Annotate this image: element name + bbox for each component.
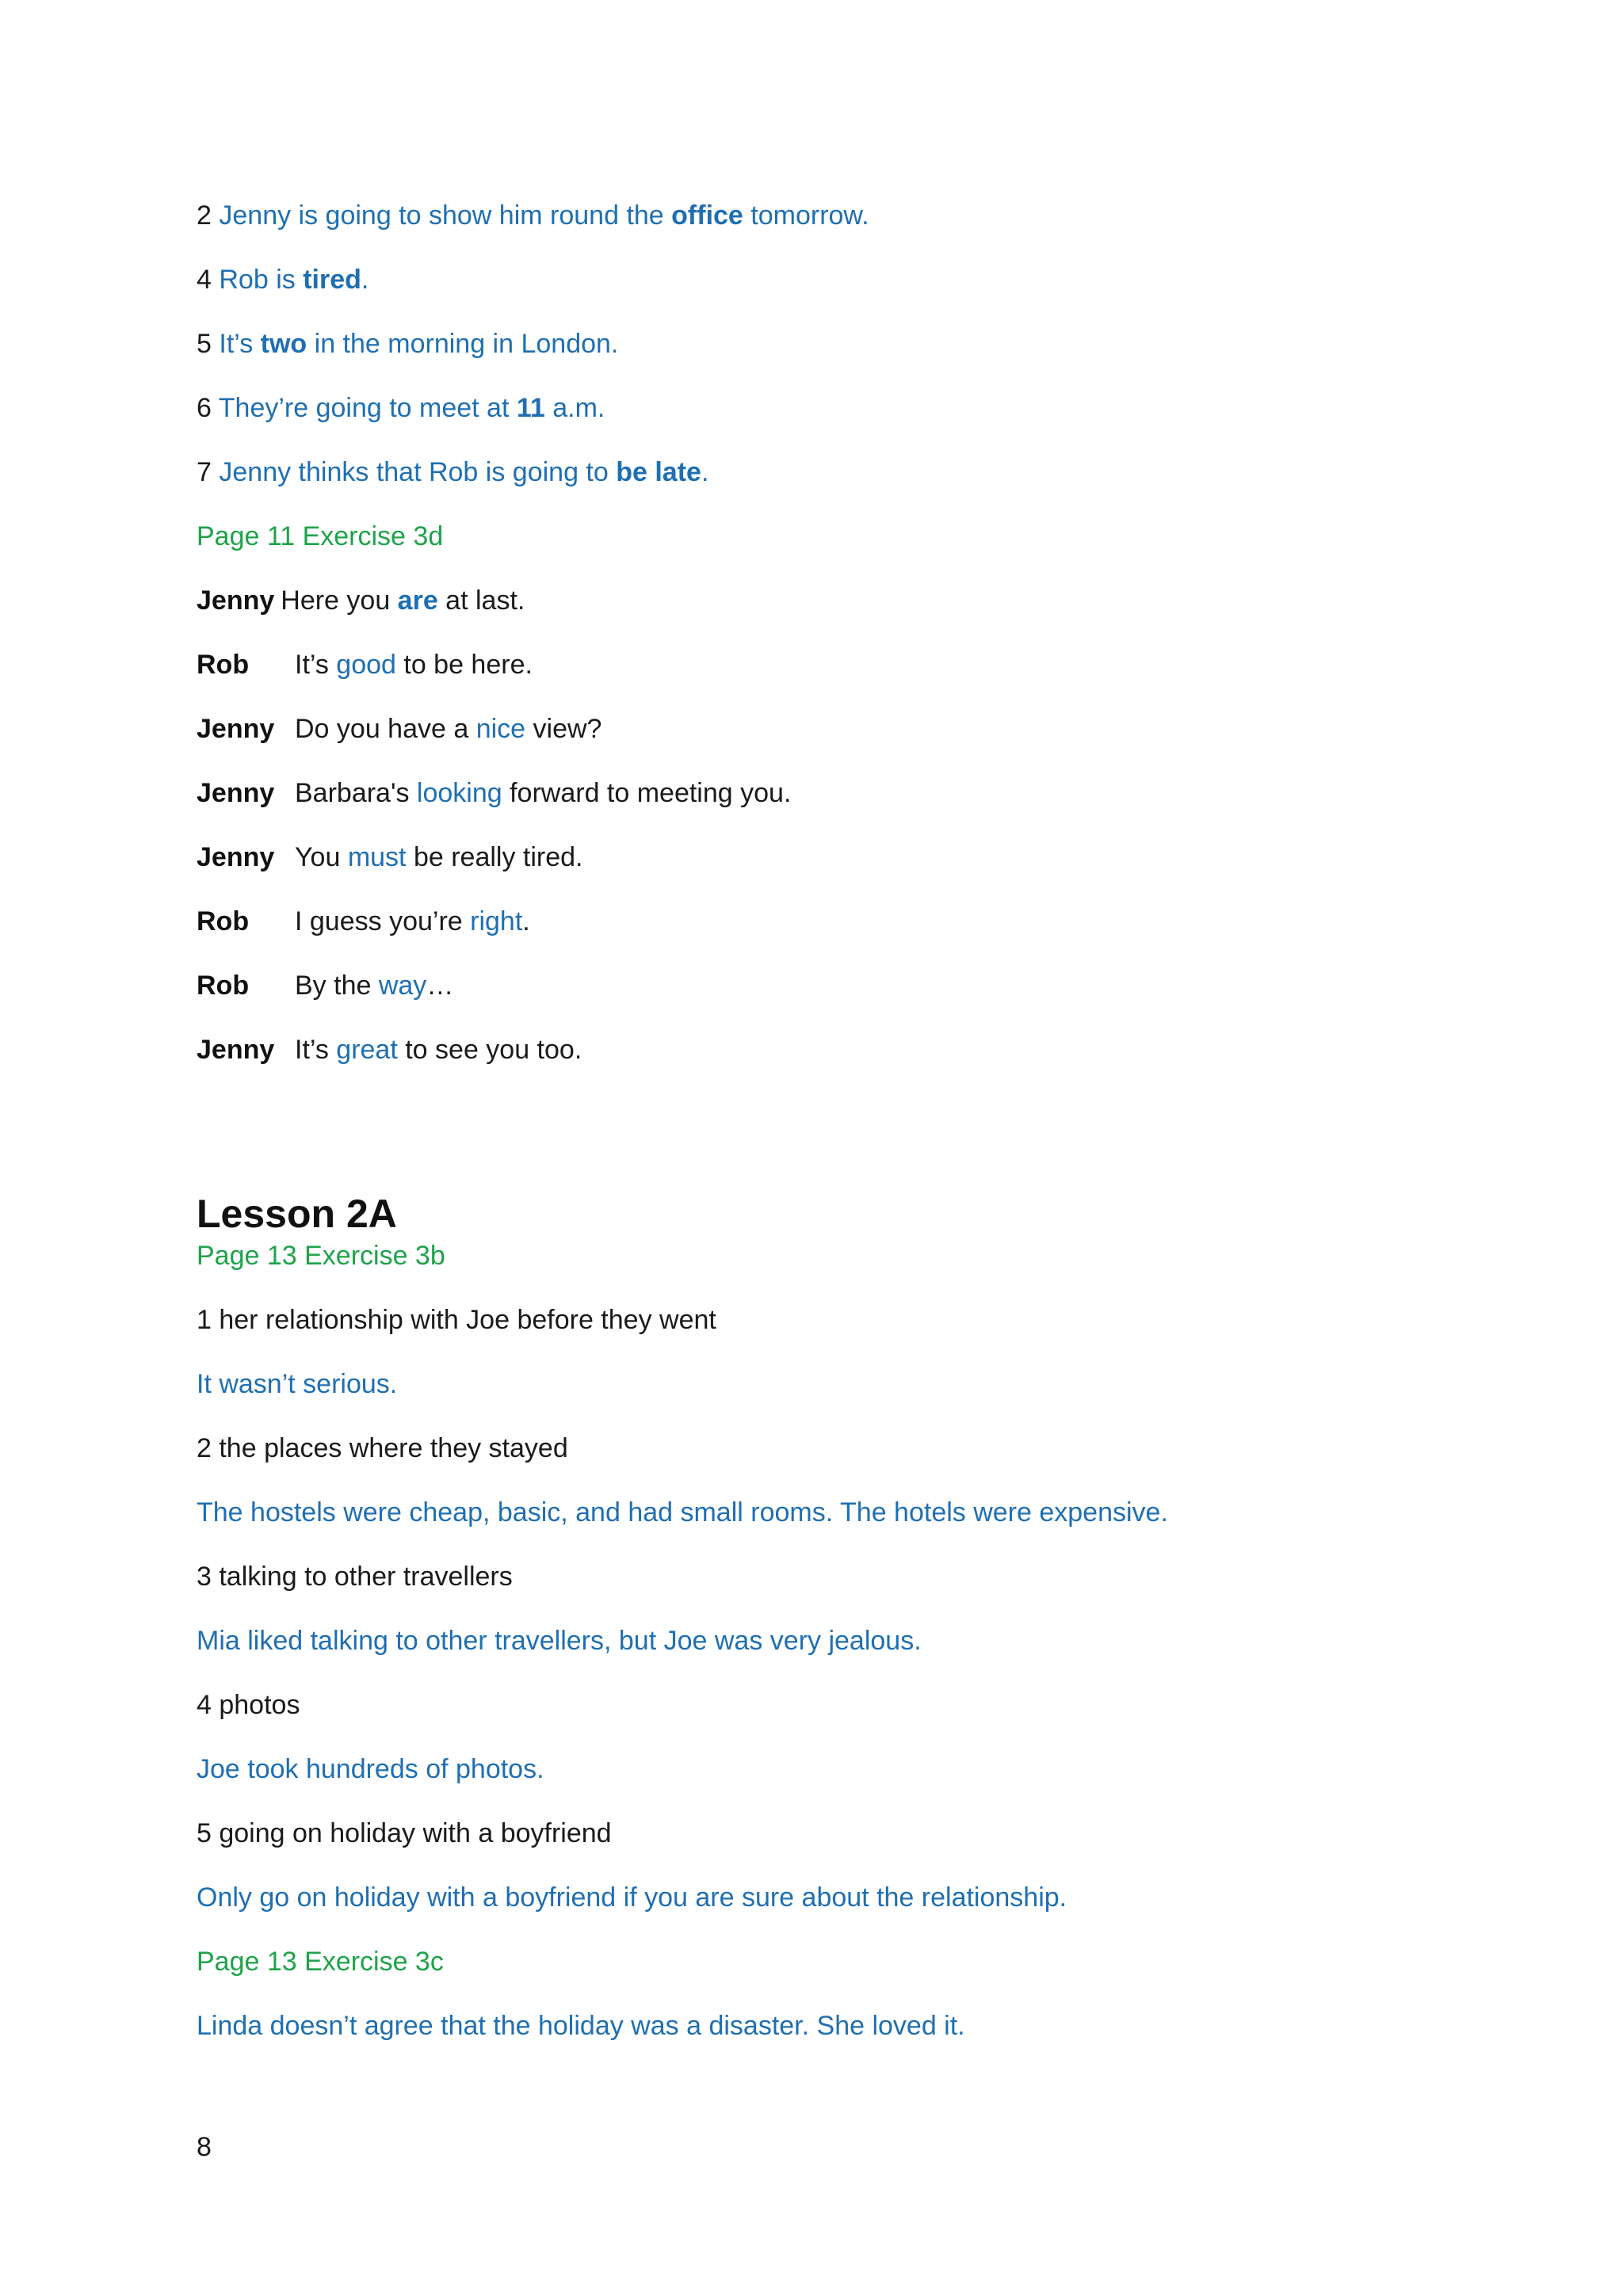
- answer-item-7: [197, 456, 708, 488]
- speaker-name: Jenny: [197, 842, 275, 872]
- dialogue-answer: way: [378, 971, 427, 1001]
- dialogue-text-pre: By the: [295, 971, 379, 1001]
- dialogue-text-pre: Barbara's: [295, 778, 417, 808]
- speaker-name: Jenny: [197, 585, 275, 616]
- dialogue-answer: great: [336, 1035, 398, 1065]
- exercise-heading-3c: Page 13 Exercise 3c: [197, 1947, 444, 1977]
- exercise-heading-3d: Page 11 Exercise 3d: [197, 521, 444, 551]
- answer-item-2: [197, 200, 869, 231]
- speaker-name: Rob: [197, 650, 250, 680]
- dialogue-text-pre: Here you: [281, 585, 398, 616]
- question-3: 3 talking to other travellers: [197, 1562, 513, 1592]
- answer-item-5: [197, 328, 618, 360]
- answer-text-post: .: [701, 457, 709, 487]
- dialogue-text-post: forward to meeting you.: [502, 778, 792, 808]
- dialogue-text-post: view?: [525, 714, 602, 744]
- answer-3: Mia liked talking to other travellers, but Joe was very jealous.: [197, 1626, 922, 1656]
- dialogue-line: [197, 906, 530, 937]
- dialogue-text-post: to be here.: [395, 650, 533, 680]
- answer-keyword: 11: [516, 393, 545, 423]
- item-number: 2: [197, 200, 212, 231]
- question-2: 2 the places where they stayed: [197, 1433, 568, 1463]
- dialogue-answer: nice: [475, 714, 526, 744]
- dialogue-text-pre: It’s: [295, 650, 337, 680]
- answer-keyword: tired: [303, 265, 361, 295]
- answer-4: Joe took hundreds of photos.: [197, 1754, 544, 1784]
- dialogue-text-pre: I guess you’re: [295, 906, 471, 936]
- item-number: 7: [197, 457, 212, 487]
- exercise-heading-3b: Page 13 Exercise 3b: [197, 1241, 445, 1271]
- page-number: 8: [197, 2132, 212, 2162]
- exercise-3c-answer: Linda doesn’t agree that the holiday was a disaster. She loved it.: [197, 2011, 965, 2041]
- dialogue-answer: right: [470, 906, 523, 936]
- answer-text-pre: It’s: [219, 329, 261, 359]
- question-5: 5 going on holiday with a boyfriend: [197, 1818, 612, 1848]
- dialogue-line: [197, 713, 601, 745]
- dialogue-line: [197, 777, 791, 809]
- question-4: 4 photos: [197, 1690, 300, 1720]
- answer-keyword: office: [671, 200, 743, 231]
- dialogue-text-post: to see you too.: [397, 1035, 582, 1065]
- dialogue-answer: looking: [416, 778, 502, 808]
- dialogue-answer: good: [336, 650, 396, 680]
- answer-5: Only go on holiday with a boyfriend if you are sure about the relationship.: [197, 1882, 1067, 1913]
- answer-keyword: two: [260, 329, 307, 359]
- speaker-name: Rob: [197, 971, 250, 1001]
- answer-1: It wasn’t serious.: [197, 1369, 398, 1399]
- answer-text-pre: Jenny thinks that Rob is going to: [219, 457, 617, 487]
- dialogue-line: [197, 970, 453, 1001]
- speaker-name: Rob: [197, 906, 250, 936]
- dialogue-answer: are: [397, 585, 438, 616]
- answer-text-pre: They’re going to meet at: [218, 393, 517, 423]
- answer-text-post: .: [361, 265, 369, 295]
- lesson-title: Lesson 2A: [197, 1192, 397, 1236]
- dialogue-line: [197, 841, 583, 873]
- dialogue-line: [197, 649, 533, 681]
- answer-text-pre: Rob is: [219, 265, 304, 295]
- dialogue-text-post: …: [426, 971, 454, 1001]
- answer-text-pre: Jenny is going to show him round the: [219, 200, 672, 231]
- dialogue-text-pre: Do you have a: [295, 714, 476, 744]
- answer-item-4: [197, 264, 369, 296]
- dialogue-text-post: .: [522, 906, 530, 936]
- speaker-name: Jenny: [197, 714, 275, 744]
- dialogue-line: [197, 1034, 582, 1066]
- answer-text-post: a.m.: [544, 393, 605, 423]
- answer-text-post: in the morning in London.: [307, 329, 619, 359]
- item-number: 5: [197, 329, 212, 359]
- dialogue-text-pre: It’s: [295, 1035, 337, 1065]
- dialogue-answer: must: [347, 842, 407, 872]
- speaker-name: Jenny: [197, 778, 275, 808]
- item-number: 4: [197, 265, 212, 295]
- answer-2: The hostels were cheap, basic, and had small rooms. The hotels were expensive.: [197, 1497, 1168, 1527]
- answer-keyword: be late: [616, 457, 701, 487]
- dialogue-text-post: be really tired.: [406, 842, 583, 872]
- dialogue-text-pre: You: [295, 842, 348, 872]
- answer-text-post: tomorrow.: [743, 200, 869, 231]
- speaker-name: Jenny: [197, 1035, 275, 1065]
- answer-item-6: [197, 392, 605, 424]
- question-1: 1 her relationship with Joe before they went: [197, 1305, 716, 1335]
- dialogue-text-post: at last.: [437, 585, 525, 616]
- item-number: 6: [197, 393, 212, 423]
- dialogue-line: [197, 585, 525, 616]
